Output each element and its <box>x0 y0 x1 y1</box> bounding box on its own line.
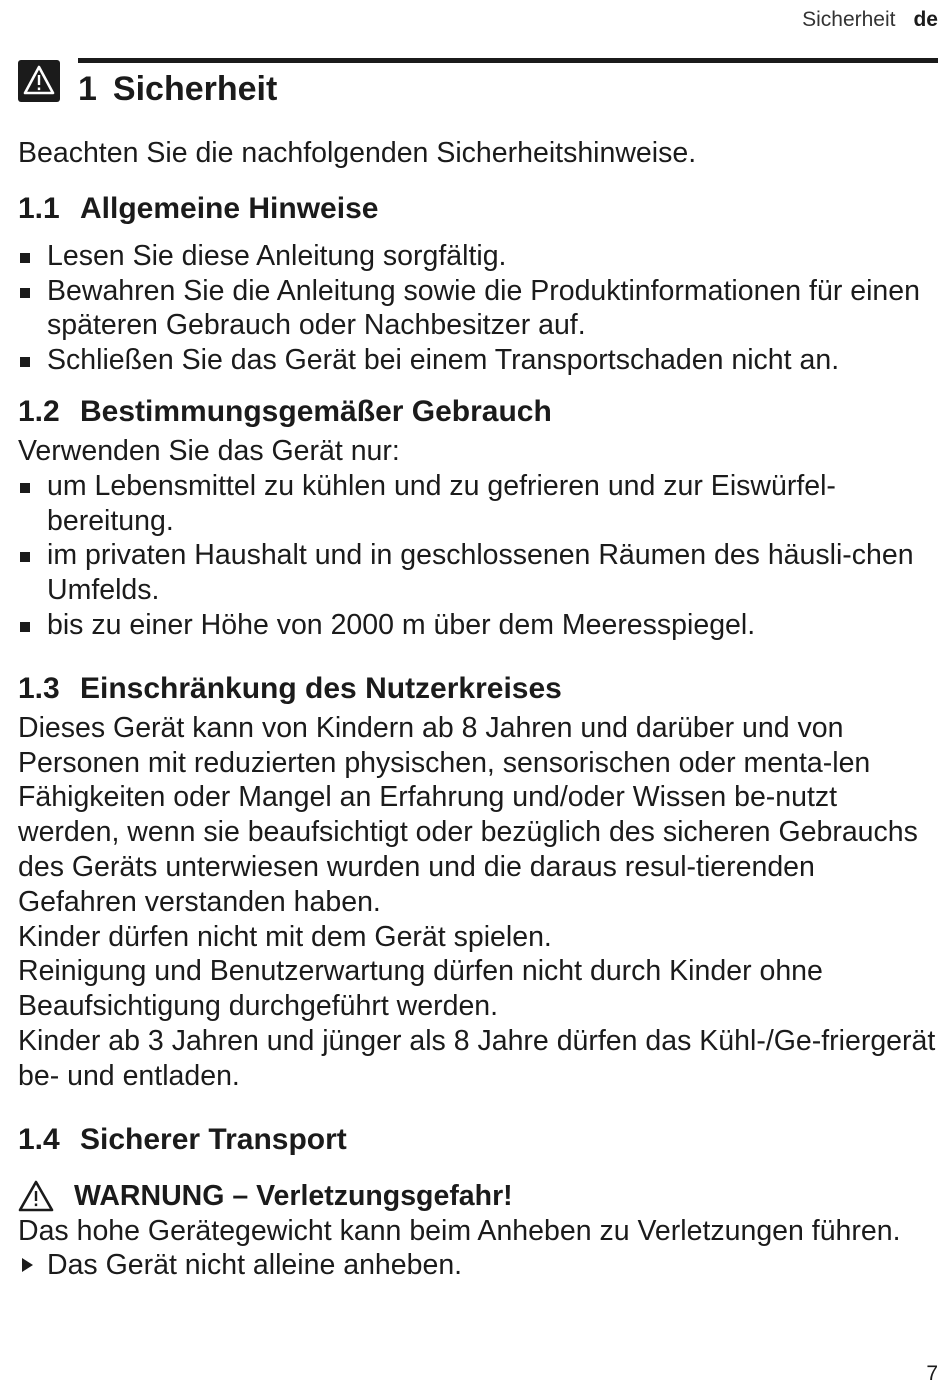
intro-text: Beachten Sie die nachfolgenden Sicherheitshinweise. <box>18 137 697 169</box>
heading-bestimmungsgemaesser-gebrauch <box>18 394 936 430</box>
page-number: 7 <box>926 1362 938 1385</box>
page-title <box>78 70 277 109</box>
instruction-step: Das Gerät nicht alleine anheben. <box>18 1248 936 1283</box>
general-notes-list <box>18 239 936 378</box>
title-text: Sicherheit <box>112 70 278 108</box>
heading-text: Bestimmungsgemäßer Gebrauch <box>80 394 552 428</box>
paragraph: Reinigung und Benutzerwartung dürfen nicht durch Kinder ohne Beaufsichtigung durchgeführt werden. <box>18 955 823 1023</box>
title-rule <box>78 58 938 63</box>
list-item: im privaten Haushalt und in geschlossenen Räumen des häusli-chen Umfelds. <box>18 538 936 608</box>
running-header <box>802 8 938 32</box>
warning-triangle-icon <box>18 1180 54 1212</box>
heading-number: 1.4 <box>18 1122 60 1156</box>
warning-text: Das hohe Gerätegewicht kann beim Anheben zu Verletzungen führen. <box>18 1214 901 1247</box>
paragraph: Kinder dürfen nicht mit dem Gerät spielen. <box>18 920 552 953</box>
warning-heading <box>18 1178 936 1214</box>
list-item: Bewahren Sie die Anleitung sowie die Produktinformationen für einen späteren Gebrauch oder Nachbesitzer auf. <box>18 274 936 344</box>
intended-use-list <box>18 469 936 643</box>
heading-text: Allgemeine Hinweise <box>80 191 379 225</box>
heading-text: Sicherer Transport <box>80 1122 347 1156</box>
heading-sicherer-transport <box>18 1122 936 1158</box>
heading-number: 1.3 <box>18 671 60 705</box>
list-item: Schließen Sie das Gerät bei einem Transportschaden nicht an. <box>18 343 936 378</box>
list-item: um Lebensmittel zu kühlen und zu gefrieren und zur Eiswürfel-bereitung. <box>18 469 936 539</box>
intended-use-lead: Verwenden Sie das Gerät nur: <box>18 434 400 467</box>
main-content <box>18 136 936 1283</box>
list-item: Lesen Sie diese Anleitung sorgfältig. <box>18 239 936 274</box>
heading-allgemeine-hinweise <box>18 191 936 227</box>
heading-text: Einschränkung des Nutzerkreises <box>80 671 562 705</box>
header-section: Sicherheit <box>802 8 896 31</box>
paragraph: Dieses Gerät kann von Kindern ab 8 Jahren und darüber und von Personen mit reduzierten physischen, sensorischen oder menta-len Fähigkeiten oder Mangel an Erfahrung und/oder Wissen be-nutzt werden, wenn sie beaufsichtigt oder bezüglich des sicheren Gebrauchs des Geräts unterwiesen wurden und die daraus resul-tierenden Gefahren verstanden haben. <box>18 711 918 918</box>
heading-number: 1.1 <box>18 191 60 225</box>
title-number: 1 <box>78 70 97 108</box>
paragraph: Kinder ab 3 Jahren und jünger als 8 Jahre dürfen das Kühl-/Ge-friergerät be- und entladen. <box>18 1024 936 1092</box>
heading-einschraenkung-nutzerkreis <box>18 671 936 707</box>
warning-label: WARNUNG – Verletzungsgefahr! <box>74 1179 513 1212</box>
header-language: de <box>913 8 938 31</box>
list-item: bis zu einer Höhe von 2000 m über dem Meeresspiegel. <box>18 608 936 643</box>
warning-triangle-icon <box>18 60 60 102</box>
heading-number: 1.2 <box>18 394 60 428</box>
